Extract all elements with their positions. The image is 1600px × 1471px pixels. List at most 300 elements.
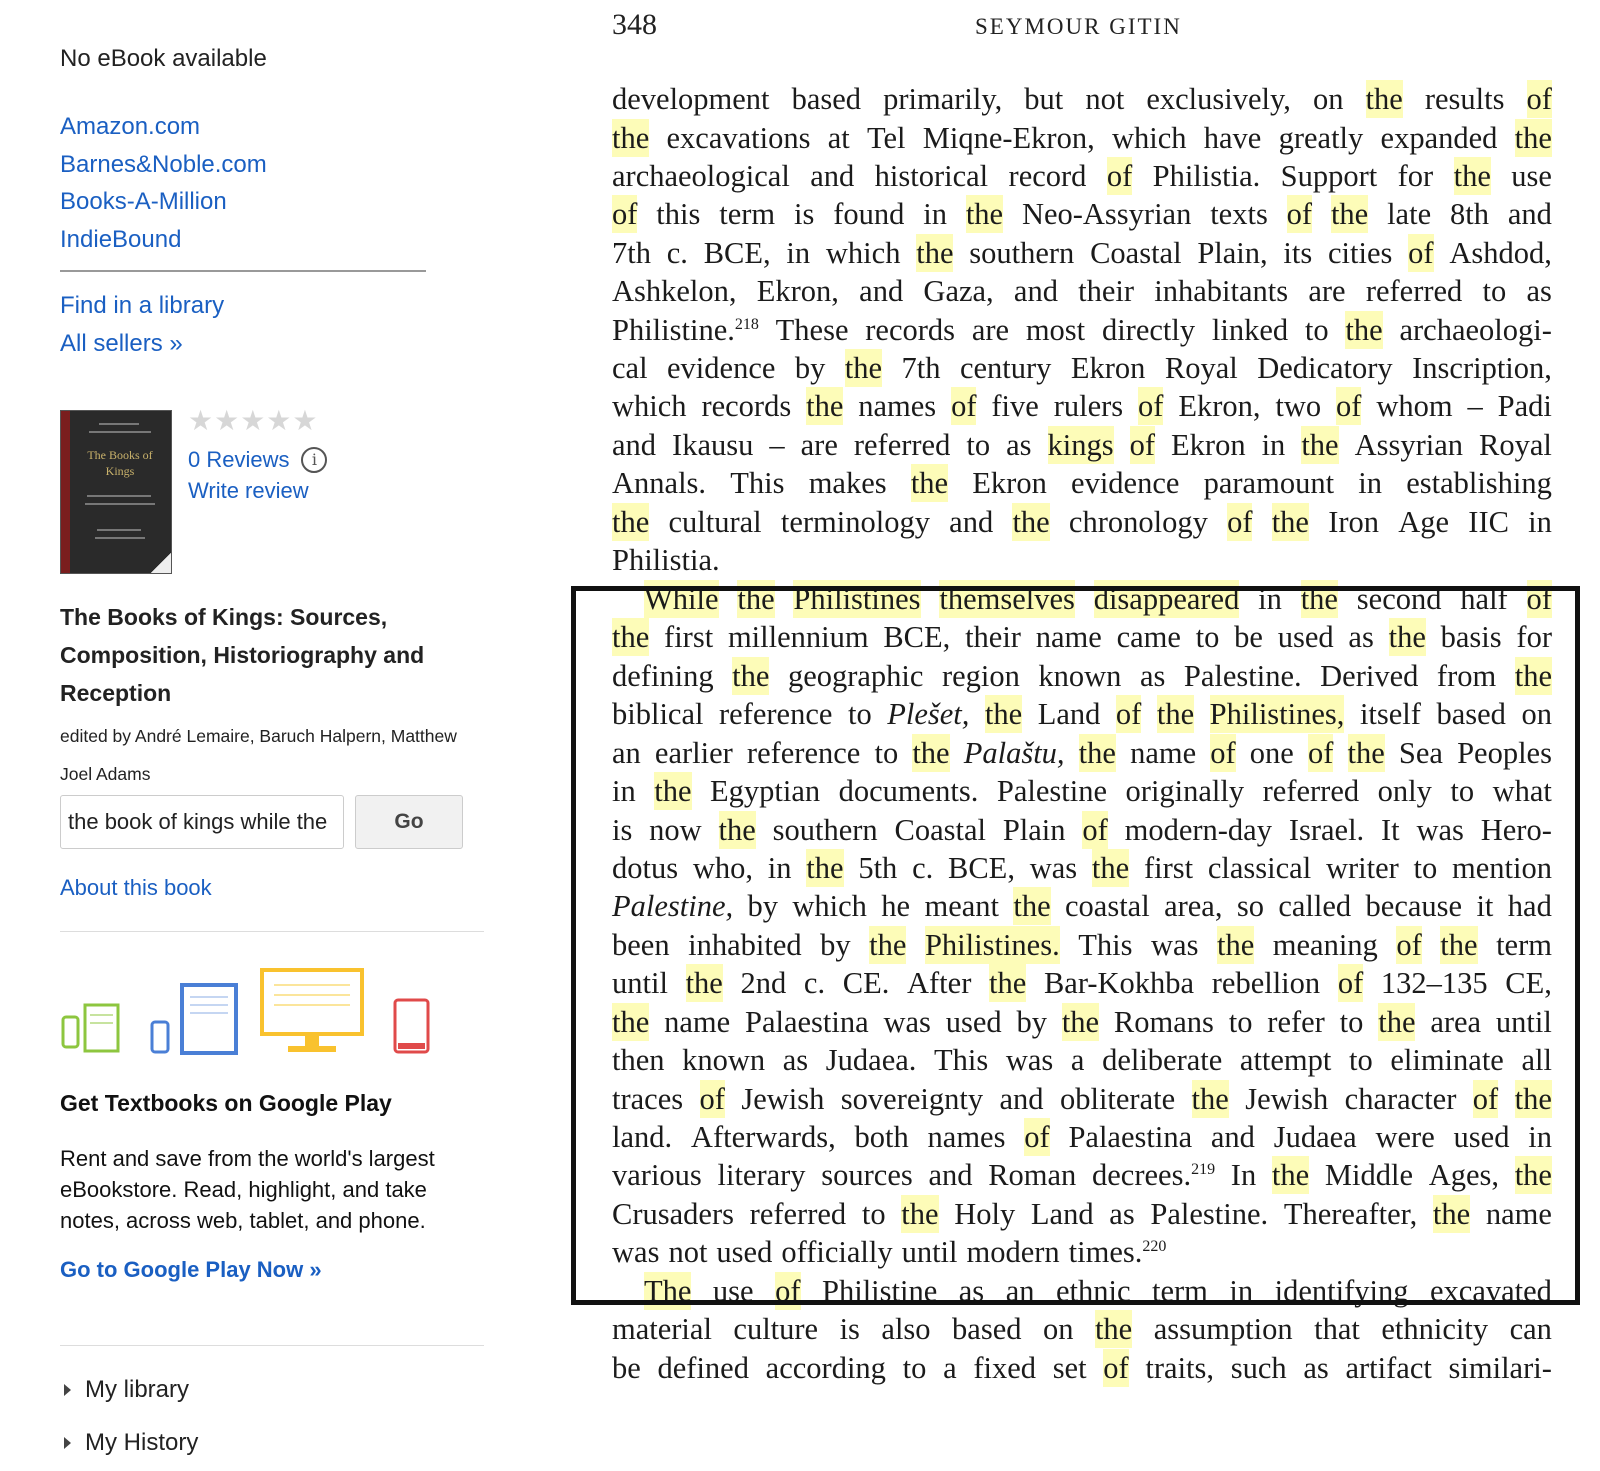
word: evidence: [667, 351, 776, 385]
word: referred: [1365, 274, 1463, 308]
word: IIC: [1468, 505, 1509, 539]
word: and: [949, 505, 994, 539]
word: While: [644, 582, 719, 616]
word: Philistine: [822, 1274, 938, 1308]
word: Crusaders: [612, 1197, 734, 1231]
word: records: [701, 389, 792, 423]
word: he: [881, 889, 911, 923]
word: Coastal: [1090, 236, 1182, 270]
word: the: [916, 236, 954, 270]
word: the: [1365, 82, 1403, 116]
word: Palestine,: [612, 889, 734, 923]
word: is: [612, 813, 633, 847]
word: millennium: [727, 620, 869, 654]
word: use: [712, 1274, 754, 1308]
go-button[interactable]: Go: [355, 795, 463, 849]
about-this-book-link[interactable]: About this book: [60, 875, 212, 900]
word: 132–135: [1380, 966, 1488, 1000]
word: is: [839, 1312, 860, 1346]
my-library-label: My library: [85, 1376, 190, 1403]
word: names: [927, 1120, 1006, 1154]
word: century: [959, 351, 1052, 385]
word: term: [1152, 1274, 1208, 1308]
word: development: [612, 82, 770, 116]
word: Ikausu: [672, 428, 754, 462]
text-line: [612, 426, 1552, 464]
word: from: [1436, 659, 1497, 693]
text-line: [612, 1195, 1552, 1233]
word: until: [1495, 1005, 1552, 1039]
word: in: [1528, 1120, 1552, 1154]
word: dotus: [612, 851, 679, 885]
word: whom: [1376, 389, 1453, 423]
text-line: [612, 926, 1552, 964]
word: their: [1078, 274, 1135, 308]
word: mention: [1452, 851, 1552, 885]
word: the: [1271, 1158, 1310, 1192]
my-library-menu[interactable]: [64, 1376, 189, 1404]
footnote-marker: 220: [1142, 1237, 1167, 1255]
word: of: [1307, 736, 1334, 770]
word: Ekron: [1171, 428, 1246, 462]
word: of: [1396, 928, 1422, 962]
word: chronology: [1068, 505, 1208, 539]
word: archaeological: [612, 159, 790, 193]
word: terminology: [780, 505, 930, 539]
word: reference: [746, 736, 861, 770]
word: was: [1416, 813, 1464, 847]
word: Bar-Kokhba: [1043, 966, 1195, 1000]
word: area: [1430, 1005, 1482, 1039]
word: of: [1138, 389, 1164, 423]
word: the: [1012, 505, 1050, 539]
word: Iron: [1328, 505, 1380, 539]
word: of: [1336, 389, 1362, 423]
word: Palestine.: [1150, 1197, 1269, 1231]
cover-text-line: [87, 495, 151, 497]
word: of: [1227, 505, 1253, 539]
word: was: [1029, 851, 1078, 885]
seller-link-barnes-noble[interactable]: Barnes&Noble.com: [60, 150, 267, 178]
word: in: [923, 197, 947, 231]
text-line: [612, 157, 1552, 195]
word: –: [769, 428, 785, 462]
word: The: [644, 1274, 692, 1308]
no-ebook-label: No eBook available: [60, 45, 267, 72]
word: Plešet,: [887, 697, 970, 731]
word: Philistia.: [612, 543, 720, 577]
divider: [60, 931, 484, 932]
word: excavations: [666, 121, 811, 155]
word: c.: [803, 966, 826, 1000]
word: the: [737, 582, 775, 616]
word: This: [1078, 928, 1133, 962]
word: the: [1216, 928, 1255, 962]
word: Israel.: [1288, 813, 1365, 847]
word: modern: [966, 1235, 1060, 1269]
word: been: [612, 928, 670, 962]
word: now: [649, 813, 702, 847]
text-line: [612, 811, 1552, 849]
search-in-book-input[interactable]: [60, 795, 344, 849]
word: In: [1230, 1158, 1257, 1192]
word: Philistine.$^{218}$: [612, 313, 759, 347]
text-line: [612, 234, 1552, 272]
word: Holy: [954, 1197, 1016, 1231]
word: five: [991, 389, 1039, 423]
word: Coastal: [894, 813, 986, 847]
word: CE.: [842, 966, 890, 1000]
word: Hero-: [1480, 813, 1552, 847]
word: the: [1271, 505, 1309, 539]
word: Ekron,: [1178, 389, 1261, 423]
book-cover-thumbnail[interactable]: [60, 410, 172, 574]
word: the: [1094, 1312, 1133, 1346]
word: which: [1111, 121, 1187, 155]
word: the: [1300, 582, 1338, 616]
word: documents.: [838, 774, 979, 808]
word: sovereignty: [840, 1082, 984, 1116]
word: by: [794, 351, 826, 385]
find-in-library-link[interactable]: Find in a library: [60, 292, 225, 319]
word: the: [1388, 620, 1426, 654]
text-line: [612, 503, 1552, 541]
word: a: [1070, 1043, 1085, 1077]
word: obliterate: [1059, 1082, 1176, 1116]
word: the: [1347, 736, 1385, 770]
page-number: 348: [612, 8, 657, 41]
word: to: [874, 736, 899, 770]
word: name: [1130, 736, 1197, 770]
text-line: [612, 195, 1552, 233]
expand-triangle-icon: [64, 1384, 71, 1396]
word: to: [1450, 774, 1475, 808]
word: assumption: [1153, 1312, 1293, 1346]
word: defined: [657, 1351, 749, 1385]
word: Ashdod,: [1449, 236, 1552, 270]
word: by: [1016, 1005, 1047, 1039]
word: of: [1472, 1082, 1499, 1116]
word: so: [1236, 889, 1264, 923]
word: Gaza,: [923, 274, 994, 308]
word: –: [1467, 389, 1483, 423]
seller-link-amazon[interactable]: Amazon.com: [60, 113, 201, 140]
word: reference: [719, 697, 833, 731]
write-review-link[interactable]: Write review: [188, 478, 309, 503]
word: the: [1345, 313, 1383, 347]
word: the: [1061, 1005, 1100, 1039]
word: Assyrian: [1354, 428, 1464, 462]
word: rebellion: [1211, 966, 1321, 1000]
word: the: [901, 1197, 939, 1231]
word: 5th: [858, 851, 898, 885]
word: Neo-Assyrian: [1021, 197, 1192, 231]
word: Derived: [1320, 659, 1419, 693]
word: was: [612, 1235, 660, 1269]
word: writer: [1325, 851, 1399, 885]
word: the: [1091, 851, 1130, 885]
sidebar: [0, 0, 540, 1471]
word: the: [910, 466, 949, 500]
word: in: [1229, 1274, 1254, 1308]
word: Age: [1398, 505, 1450, 539]
word: attempt: [1239, 1043, 1332, 1077]
seller-link-indiebound[interactable]: IndieBound: [60, 225, 182, 253]
word: rulers: [1053, 389, 1124, 423]
word: itself: [1359, 697, 1421, 731]
word: and: [999, 1082, 1044, 1116]
word: term: [719, 197, 776, 231]
book-page: [565, 0, 1600, 1471]
word: identifying: [1274, 1274, 1409, 1308]
word: Egyptian: [710, 774, 821, 808]
word: Land: [1037, 697, 1101, 731]
word: Philistines,: [1209, 697, 1345, 731]
word: of: [1106, 159, 1133, 193]
word: are: [800, 428, 838, 462]
word: classical: [1207, 851, 1312, 885]
word: in: [1258, 582, 1282, 616]
word: Inscription,: [1412, 351, 1552, 385]
word: were: [1375, 1120, 1435, 1154]
word: are: [1308, 274, 1346, 308]
word: for: [1516, 620, 1552, 654]
word: cultural: [668, 505, 762, 539]
word: of: [775, 1274, 801, 1308]
word: all: [1521, 1043, 1552, 1077]
word: the: [1301, 428, 1339, 462]
text-line: [612, 618, 1552, 656]
word: late: [1387, 197, 1432, 231]
word: of: [1526, 82, 1552, 116]
word: referred: [853, 428, 951, 462]
word: in: [1261, 428, 1286, 462]
word: character: [1344, 1082, 1457, 1116]
word: biblical: [612, 697, 704, 731]
word: are: [971, 313, 1010, 347]
word: Plain: [1002, 813, 1066, 847]
word: This: [934, 1043, 989, 1077]
word: traits,: [1145, 1351, 1215, 1385]
word: This: [730, 466, 785, 500]
word: name: [1485, 1197, 1552, 1231]
word: which: [792, 889, 867, 923]
word: sources: [821, 1158, 913, 1192]
word: the: [685, 966, 723, 1000]
word: land.: [612, 1120, 673, 1154]
word: Jewish: [741, 1082, 825, 1116]
word: in: [1358, 466, 1382, 500]
cover-title: The Books of Kings: [87, 448, 153, 478]
info-icon[interactable]: i: [301, 447, 327, 473]
all-sellers-link[interactable]: All sellers »: [60, 329, 183, 357]
text-line: [612, 464, 1552, 502]
word: modern-day: [1124, 813, 1272, 847]
word: its: [1283, 236, 1313, 270]
word: the: [612, 1005, 650, 1039]
word: the: [806, 389, 844, 423]
ereader-red-icon: [395, 1000, 428, 1052]
word: Plain,: [1197, 236, 1268, 270]
word: records: [865, 313, 956, 347]
word: what: [1492, 774, 1552, 808]
word: Jewish: [1245, 1082, 1329, 1116]
word: the: [1514, 659, 1552, 693]
word: the: [869, 928, 907, 962]
word: then: [612, 1043, 665, 1077]
divider: [60, 1345, 484, 1346]
google-play-title: Get Textbooks on Google Play: [60, 1090, 392, 1116]
word: Judaea: [1273, 1120, 1357, 1154]
word: the: [984, 697, 1023, 731]
word: Judaea.: [825, 1043, 917, 1077]
word: Philistines: [793, 582, 921, 616]
word: geographic: [787, 659, 924, 693]
cover-text-line: [95, 537, 145, 539]
word: in: [786, 236, 811, 270]
cover-text-line: [97, 529, 141, 531]
word: These: [775, 313, 849, 347]
word: Palaestina: [744, 1005, 869, 1039]
word: Ashkelon,: [612, 274, 737, 308]
tablet-blue-icon: [152, 985, 236, 1053]
word: BCE,: [948, 851, 1015, 885]
word: traces: [612, 1082, 684, 1116]
word: a: [943, 1351, 957, 1385]
word: to: [1349, 1043, 1373, 1077]
word: based: [952, 1312, 1022, 1346]
word: of: [1082, 813, 1108, 847]
word: Padi: [1497, 389, 1552, 423]
text-line: [612, 1003, 1552, 1041]
word: as: [1303, 1351, 1329, 1385]
word: decrees.$^{219}$: [1092, 1158, 1216, 1192]
word: the: [1514, 1158, 1552, 1192]
word: Miqne-Ekron,: [922, 121, 1095, 155]
book-title: The Books of Kings: Sources, Composition, Historiography and Reception: [60, 604, 425, 706]
word: by: [747, 889, 778, 923]
word: Dedicatory: [1257, 351, 1393, 385]
text-line: [612, 772, 1552, 810]
word: set: [1052, 1351, 1087, 1385]
word: and: [1013, 274, 1058, 308]
cover-spine: [61, 411, 70, 573]
word: used: [716, 1235, 773, 1269]
word: historical: [874, 159, 989, 193]
word: first: [664, 620, 714, 654]
word: refer: [1267, 1005, 1325, 1039]
word: and: [859, 274, 904, 308]
word: the: [1453, 159, 1491, 193]
word: called: [1278, 889, 1352, 923]
cover-text-line: [85, 503, 155, 505]
word: expanded: [1380, 121, 1498, 155]
text-line: [612, 1349, 1552, 1387]
text-line: [612, 1310, 1552, 1348]
word: the: [718, 813, 756, 847]
text-line: [612, 1156, 1552, 1194]
my-history-menu[interactable]: [64, 1429, 198, 1457]
cover-text-line: [89, 431, 151, 433]
word: Peoples: [1457, 736, 1552, 770]
text-line: [612, 541, 1552, 579]
devices-illustration: [60, 965, 460, 1059]
word: by: [820, 928, 851, 962]
word: the: [612, 505, 650, 539]
word: excavated: [1430, 1274, 1552, 1308]
footnote-marker: 219: [1191, 1160, 1216, 1178]
word: one: [1249, 736, 1294, 770]
word: the: [965, 197, 1004, 231]
word: to: [966, 428, 991, 462]
my-history-label: My History: [85, 1429, 199, 1456]
word: in: [612, 774, 636, 808]
word: also: [881, 1312, 931, 1346]
word: an: [1005, 1274, 1035, 1308]
word: had: [1507, 889, 1552, 923]
word: evidence: [1071, 466, 1180, 500]
word: Support: [1280, 159, 1378, 193]
word: was: [1005, 1043, 1054, 1077]
word: referred: [1262, 774, 1360, 808]
word: exclusively,: [1146, 82, 1291, 116]
monitor-yellow-icon: [262, 970, 362, 1052]
word: c.: [666, 236, 688, 270]
word: term: [1496, 928, 1552, 962]
word: BCE,: [883, 620, 951, 654]
word: on: [1521, 697, 1552, 731]
word: their: [965, 620, 1021, 654]
running-head: SEYMOUR GITIN: [975, 14, 1182, 39]
word: as: [1109, 1197, 1135, 1231]
word: as: [958, 1274, 985, 1308]
word: makes: [808, 466, 887, 500]
google-play-link[interactable]: Go to Google Play Now »: [60, 1257, 322, 1282]
word: times.$^{220}$: [1068, 1235, 1167, 1269]
word: of: [1129, 428, 1156, 462]
word: record: [1008, 159, 1087, 193]
word: both: [854, 1120, 909, 1154]
text-line: [612, 964, 1552, 1002]
word: of: [612, 197, 638, 231]
word: It: [1381, 813, 1400, 847]
word: Philistia.: [1152, 159, 1261, 193]
footnote-marker: 218: [734, 315, 759, 333]
word: in: [767, 851, 792, 885]
word: to: [1228, 1005, 1253, 1039]
seller-link-books-a-million[interactable]: Books-A-Million: [60, 188, 227, 215]
word: archaeologi-: [1399, 313, 1552, 347]
word: Middle: [1324, 1158, 1413, 1192]
word: is: [793, 197, 815, 231]
word: Sea: [1398, 736, 1443, 770]
word: CE,: [1505, 966, 1552, 1000]
word: until: [901, 1235, 958, 1269]
word: the: [1013, 889, 1051, 923]
reviews-link[interactable]: 0 Reviews: [188, 447, 290, 472]
word: was: [1151, 928, 1199, 962]
word: the: [1156, 697, 1195, 731]
word: c.: [912, 851, 934, 885]
word: two: [1275, 389, 1322, 423]
word: to: [847, 697, 872, 731]
text-line: [612, 349, 1552, 387]
word: coastal: [1065, 889, 1150, 923]
word: which: [825, 236, 901, 270]
word: disappeared: [1093, 582, 1240, 616]
word: of: [1103, 1351, 1129, 1385]
rating-stars-icon[interactable]: ★★★★★: [188, 405, 319, 436]
